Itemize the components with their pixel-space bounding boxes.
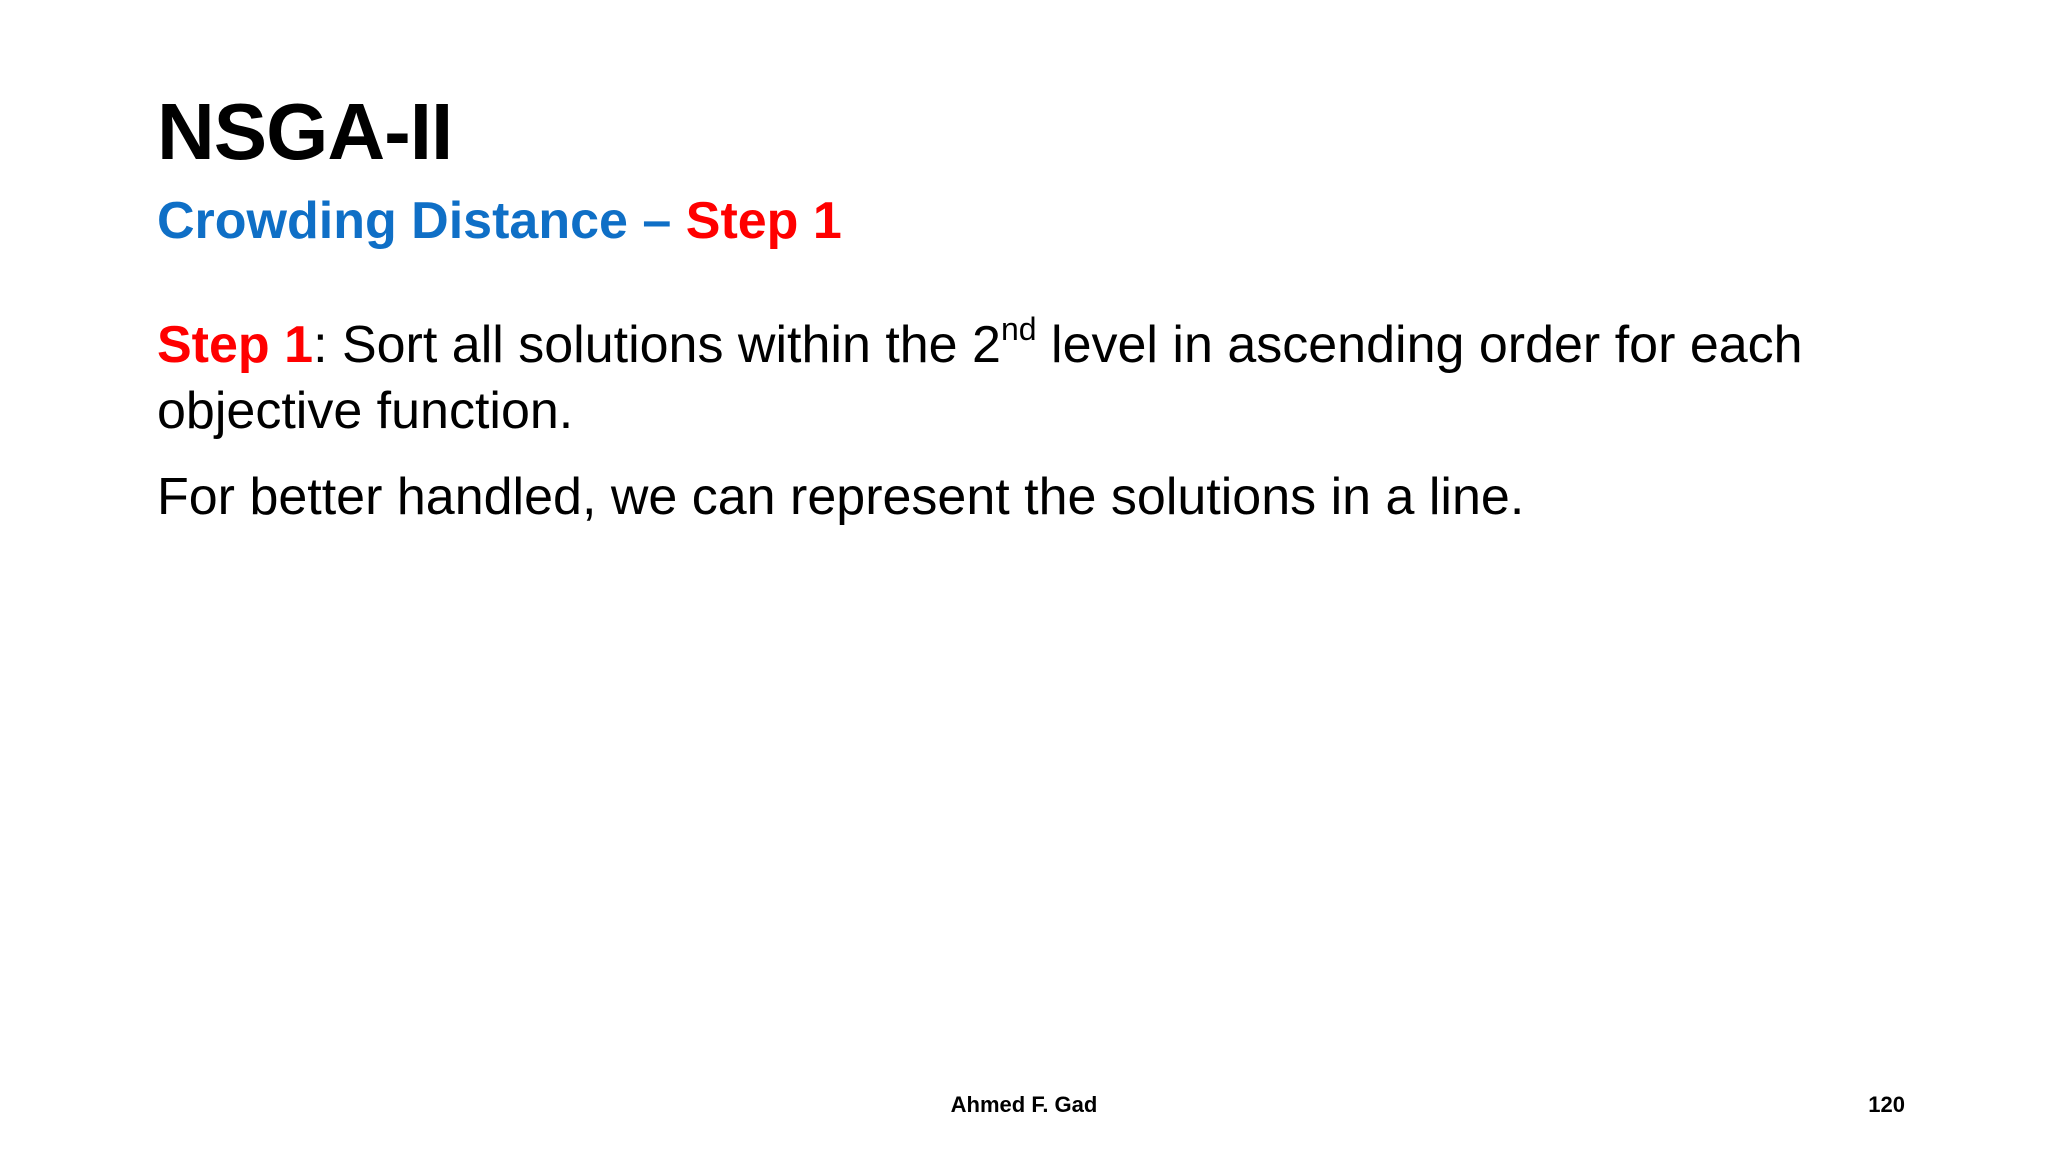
subtitle-step: Step 1 bbox=[685, 192, 842, 250]
slide-body bbox=[157, 312, 1917, 550]
note-paragraph: For better handled, we can represent the solutions in a line. bbox=[157, 468, 1525, 526]
step-text-start: : Sort all solutions within the 2 bbox=[313, 316, 1001, 374]
slide-title: NSGA-II bbox=[157, 87, 453, 176]
step-paragraph bbox=[157, 312, 1917, 444]
slide-subtitle bbox=[157, 192, 842, 252]
subtitle-topic: Crowding Distance – bbox=[157, 192, 686, 250]
step-text-end: level in ascending order for each objective function. bbox=[157, 316, 1803, 440]
ordinal-superscript: nd bbox=[1000, 310, 1037, 347]
step-label: Step 1 bbox=[157, 316, 314, 374]
footer-author: Ahmed F. Gad bbox=[950, 1092, 1098, 1117]
page-number: 120 bbox=[1868, 1092, 1905, 1117]
